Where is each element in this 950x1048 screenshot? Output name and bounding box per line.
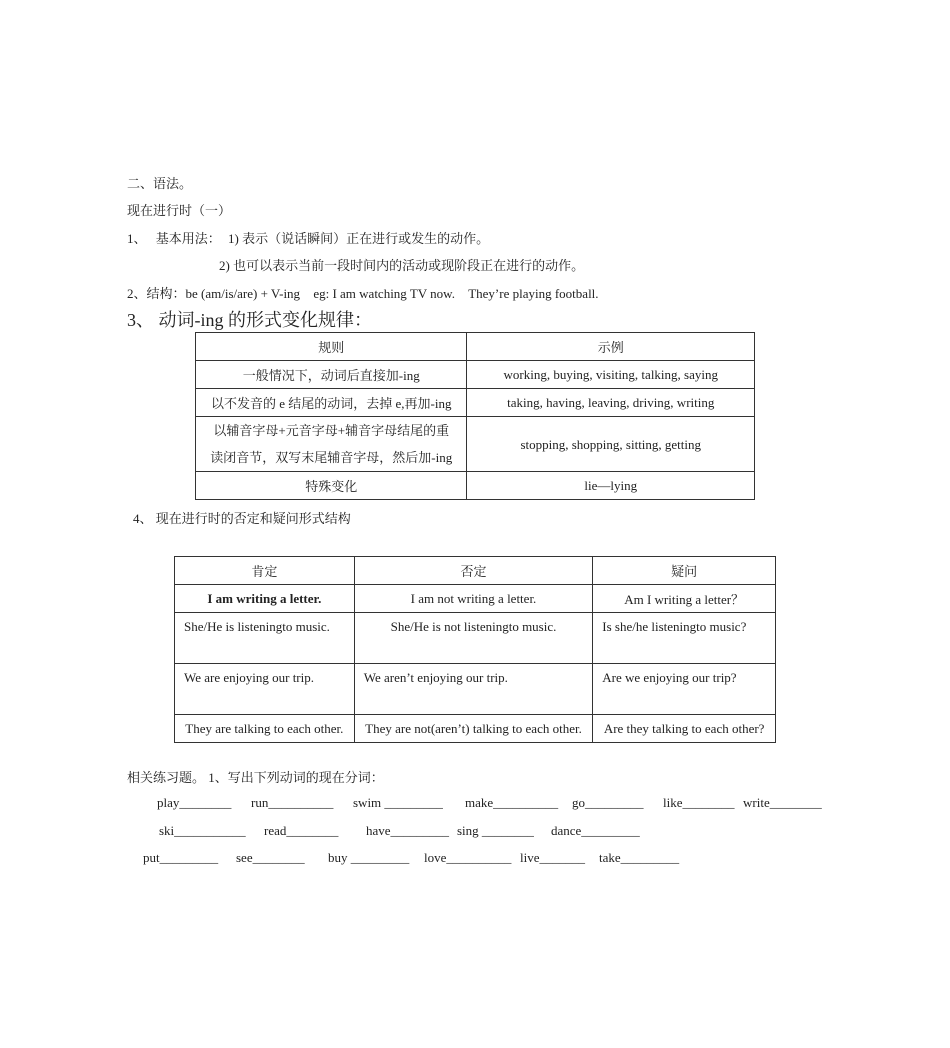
rules-header-rule: 规则: [196, 333, 467, 361]
section-title: 二、语法。: [127, 176, 193, 191]
affirmative-cell: I am writing a letter.: [175, 585, 355, 613]
exercise-item[interactable]: ski___________: [159, 823, 246, 838]
example-cell: stopping, shopping, sitting, getting: [467, 417, 755, 472]
negative-cell: They are not(aren’t) talking to each other.: [354, 715, 593, 743]
rule-line-a: 以辅音字母+元音字母+辅音字母结尾的重: [213, 423, 450, 438]
ing-rules-table: [195, 332, 755, 500]
ing-rules-heading: 3、 动词-ing 的形式变化规律：: [127, 310, 372, 330]
usage-num: 1、: [127, 231, 147, 246]
structure-text: 2、结构：be (am/is/are) + V-ing: [127, 286, 301, 301]
affirmative-cell: We are enjoying our trip.: [175, 664, 355, 715]
question-cell: Am I writing a letter？: [593, 585, 776, 613]
usage-line1: 1) 表示（说话瞬间）正在进行或发生的动作。: [228, 231, 490, 246]
usage-line-1: [127, 228, 489, 247]
exercise-item[interactable]: take_________: [599, 850, 680, 865]
rule-cell: 特殊变化: [196, 472, 467, 500]
negative-cell: We aren’t enjoying our trip.: [354, 664, 593, 715]
example-cell: lie—lying: [467, 472, 755, 500]
exercise-item[interactable]: see________: [236, 850, 305, 865]
exercise-item[interactable]: read________: [264, 823, 339, 838]
question-cell: Are we enjoying our trip?: [593, 664, 776, 715]
exercise-item[interactable]: make__________: [465, 795, 559, 810]
structure-example2: They’re playing football.: [468, 286, 599, 301]
exercise-item[interactable]: like________: [663, 795, 735, 810]
exercise-item[interactable]: have_________: [366, 823, 450, 838]
exercise-item[interactable]: love__________: [424, 850, 512, 865]
usage-label: 基本用法：: [155, 231, 221, 246]
exercise-item[interactable]: swim _________: [353, 795, 443, 810]
exercise-item[interactable]: buy _________: [328, 850, 410, 865]
rule-cell: [196, 417, 467, 472]
forms-header-question: 疑问: [593, 557, 776, 585]
forms-table: [174, 556, 776, 743]
rules-header-example: 示例: [467, 333, 755, 361]
exercise-item[interactable]: put_________: [143, 850, 219, 865]
rule-cell: 以不发音的 e 结尾的动词，去掉 e,再加-ing: [196, 389, 467, 417]
structure-example: eg: I am watching TV now.: [313, 286, 455, 301]
exercise-item[interactable]: live_______: [520, 850, 585, 865]
negative-cell: She/He is not listeningto music.: [354, 613, 593, 664]
example-cell: taking, having, leaving, driving, writing: [467, 389, 755, 417]
question-cell: Are they talking to each other?: [593, 715, 776, 743]
affirmative-cell: They are talking to each other.: [175, 715, 355, 743]
structure-line: [127, 283, 599, 302]
exercise-item[interactable]: play________: [157, 795, 232, 810]
forms-header-affirmative: 肯定: [175, 557, 355, 585]
exercise-item[interactable]: sing ________: [457, 823, 534, 838]
question-cell: Is she/he listeningto music?: [593, 613, 776, 664]
exercise-item[interactable]: go_________: [572, 795, 644, 810]
negative-cell: I am not writing a letter.: [354, 585, 593, 613]
affirmative-cell: She/He is listeningto music.: [175, 613, 355, 664]
usage-line2: 2) 也可以表示当前一段时间内的活动或现阶段正在进行的动作。: [219, 258, 585, 273]
exercise-item[interactable]: run__________: [251, 795, 334, 810]
rule-line-b: 读闭音节，双写末尾辅音字母，然后加-ing: [210, 450, 453, 465]
example-cell: working, buying, visiting, talking, saying: [467, 361, 755, 389]
subtitle: 现在进行时（一）: [127, 203, 232, 218]
rule-cell: 一般情况下，动词后直接加-ing: [196, 361, 467, 389]
forms-header-negative: 否定: [354, 557, 593, 585]
exercise-item[interactable]: write________: [743, 795, 822, 810]
exercise-item[interactable]: dance_________: [551, 823, 640, 838]
exercise-title: 相关练习题。 1、写出下列动词的现在分词：: [127, 770, 384, 785]
forms-heading: 4、 现在进行时的否定和疑问形式结构: [133, 511, 351, 526]
